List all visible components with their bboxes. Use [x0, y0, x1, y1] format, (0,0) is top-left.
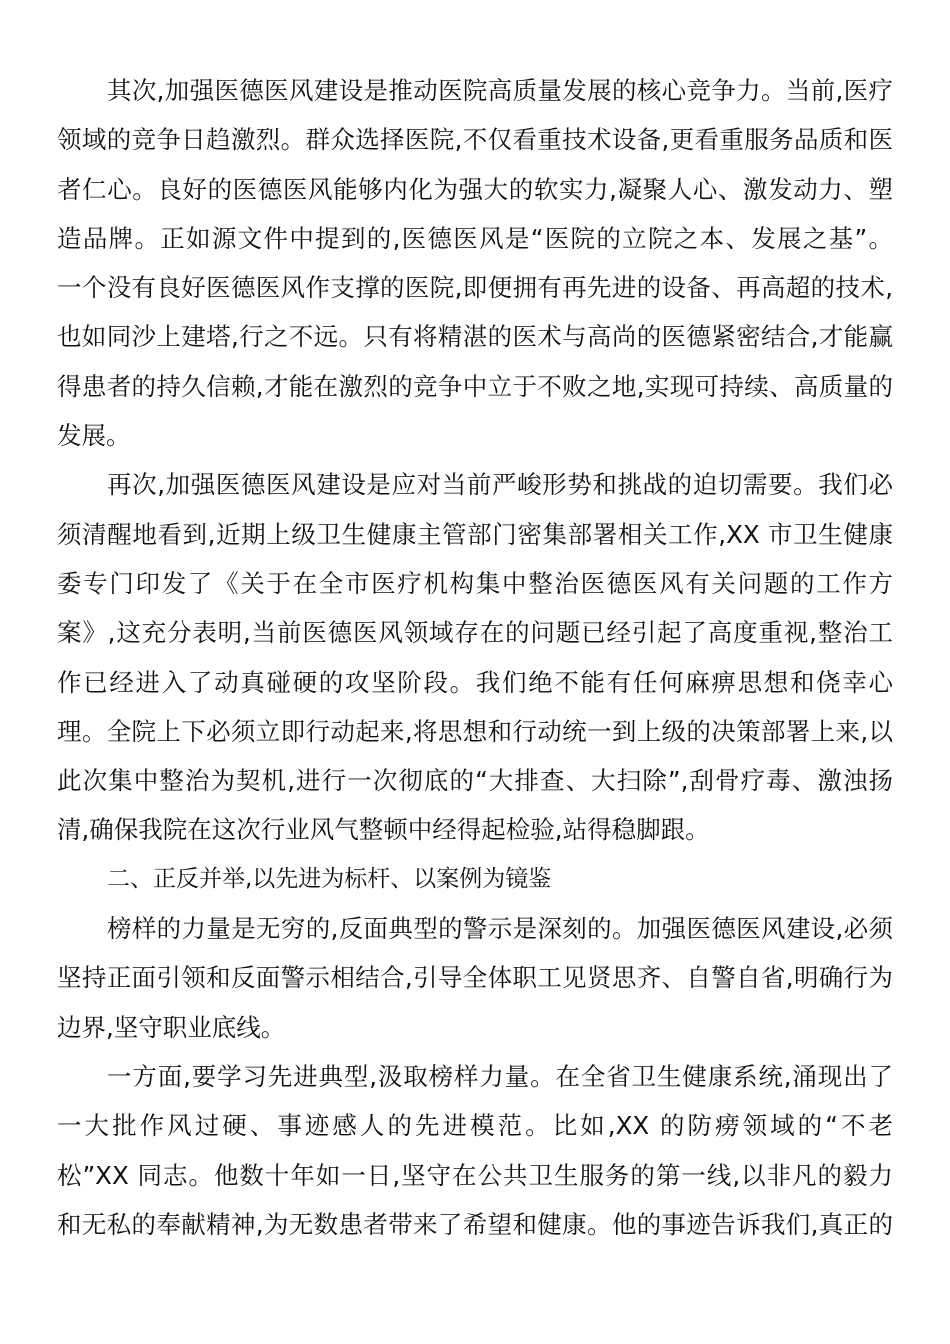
text-line: 造品牌。正如源文件中提到的,医德医风是“医院的立院之本、发展之基”。 [57, 223, 893, 253]
paragraph-role-models [57, 904, 893, 1052]
text-line: 一个没有良好医德医风作支撑的医院,即便拥有再先进的设备、再高超的技术, [57, 273, 893, 303]
text-line: 和无私的奉献精神,为无数患者带来了希望和健康。他的事迹告诉我们,真正的 [57, 1209, 893, 1239]
text-line: 其次,加强医德医风建设是推动医院高质量发展的核心竞争力。当前,医疗 [107, 76, 893, 105]
text-line: 也如同沙上建塔,行之不远。只有将精湛的医术与高尚的医德紧密结合,才能赢 [57, 322, 893, 352]
text-line: 领域的竞争日趋激烈。群众选择医院,不仅看重技术设备,更看重服务品质和医 [57, 125, 893, 155]
text-line: 松”XX 同志。他数十年如一日,坚守在公共卫生服务的第一线,以非凡的毅力 [57, 1160, 893, 1190]
section-heading: 二、正反并举,以先进为标杆、以案例为镜鉴 [107, 865, 552, 892]
text-line: 此次集中整治为契机,进行一次彻底的“大排查、大扫除”,刮骨疗毒、激浊扬 [57, 766, 893, 796]
text-line: 榜样的力量是无穷的,反面典型的警示是深刻的。加强医德医风建设,必须 [107, 914, 893, 944]
text-line: 坚持正面引领和反面警示相结合,引导全体职工见贤思齐、自警自省,明确行为 [57, 963, 893, 993]
text-line: 得患者的持久信赖,才能在激烈的竞争中立于不败之地,实现可持续、高质量的 [57, 371, 893, 401]
paragraph-thirdly [57, 460, 893, 854]
document-page [57, 66, 893, 1249]
paragraph-secondly [57, 66, 893, 460]
text-line: 理。全院上下必须立即行动起来,将思想和行动统一到上级的决策部署上来,以 [57, 716, 893, 746]
text-line: 清,确保我院在这次行业风气整顿中经得起检验,站得稳脚跟。 [57, 815, 710, 845]
text-line: 边界,坚守职业底线。 [57, 1012, 286, 1042]
text-line: 再次,加强医德医风建设是应对当前严峻形势和挑战的迫切需要。我们必 [107, 470, 893, 500]
text-line: 作已经进入了动真碰硬的攻坚阶段。我们绝不能有任何麻痹思想和侥幸心 [57, 667, 893, 697]
text-line: 者仁心。良好的医德医风能够内化为强大的软实力,凝聚人心、激发动力、塑 [57, 174, 893, 204]
text-line: 案》,这充分表明,当前医德医风领域存在的问题已经引起了高度重视,整治工 [57, 618, 893, 648]
text-line: 须清醒地看到,近期上级卫生健康主管部门密集部署相关工作,XX 市卫生健康 [57, 519, 893, 549]
text-line: 一大批作风过硬、事迹感人的先进模范。比如,XX 的防痨领域的“不老 [57, 1111, 893, 1141]
text-line: 发展。 [57, 421, 131, 451]
paragraph-on-one-hand [57, 1052, 893, 1249]
text-line: 委专门印发了《关于在全市医疗机构集中整治医德医风有关问题的工作方 [57, 568, 893, 598]
text-line: 一方面,要学习先进典型,汲取榜样力量。在全省卫生健康系统,涌现出了 [107, 1061, 893, 1091]
